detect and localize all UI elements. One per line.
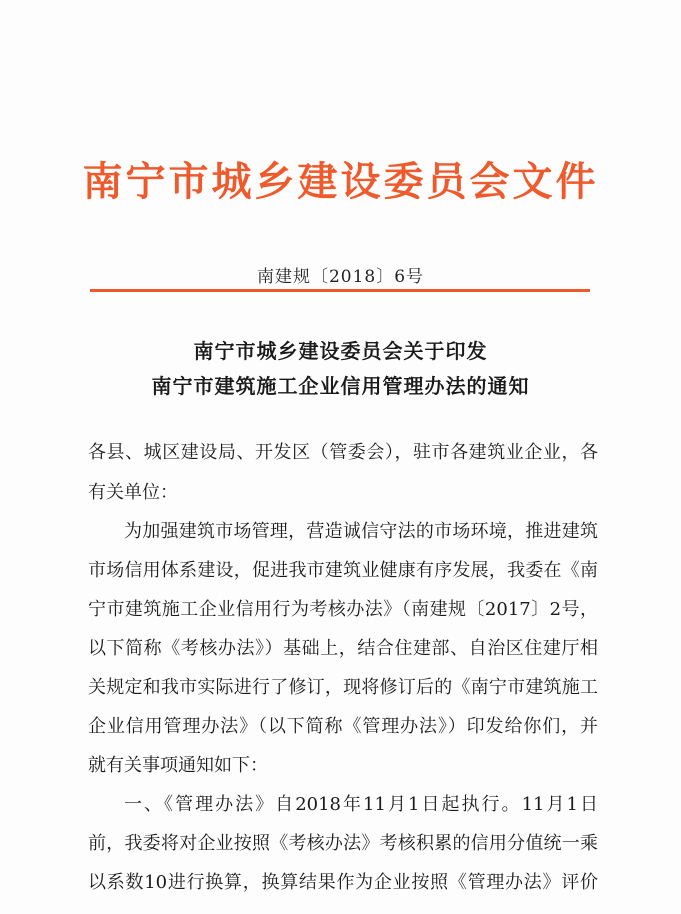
- body-line: 企业信用管理办法》（以下简称《管理办法》）印发给你们，并: [88, 716, 598, 737]
- header-divider-line: [90, 289, 590, 292]
- body-line: 关规定和我市实际进行了修订，现将修订后的《南宁市建筑施工: [88, 677, 598, 698]
- body-line: 一、《管理办法》自2018年11月1日起执行。11月1日: [124, 794, 598, 815]
- body-line: 就有关事项通知如下：: [88, 755, 268, 776]
- body-line: 有关单位：: [88, 482, 178, 503]
- body-line: 为加强建筑市场管理，营造诚信守法的市场环境，推进建筑: [124, 521, 598, 542]
- notice-title-line-1: 南宁市城乡建设委员会关于印发: [193, 339, 488, 363]
- body-line: 市场信用体系建设，促进我市建筑业健康有序发展，我委在《南: [88, 560, 598, 581]
- notice-title-line-2: 南宁市建筑施工企业信用管理办法的通知: [151, 374, 530, 398]
- document-number: 南建规〔2018〕6号: [256, 267, 425, 287]
- body-line: 宁市建筑施工企业信用行为考核办法》（南建规〔2017〕2号，: [88, 599, 598, 620]
- document-header-title: 南宁市城乡建设委员会文件: [82, 159, 599, 205]
- body-line: 各县、城区建设局、开发区（管委会），驻市各建筑业企业，各: [88, 442, 598, 463]
- body-line: 前，我委将对企业按照《考核办法》考核积累的信用分值统一乘: [88, 833, 598, 854]
- body-line: 以下简称《考核办法》）基础上，结合住建部、自治区住建厅相: [88, 638, 598, 659]
- body-line: 以系数10进行换算，换算结果作为企业按照《管理办法》评价: [88, 872, 598, 893]
